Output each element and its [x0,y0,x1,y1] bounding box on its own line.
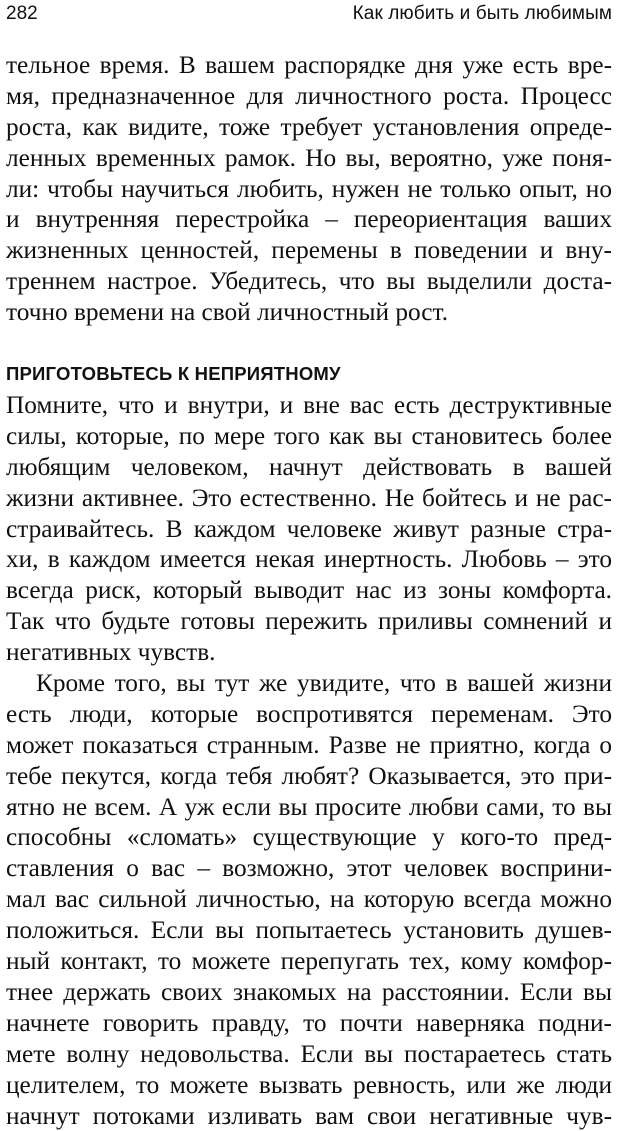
paragraph [6,668,612,1131]
text-line: мя, предназначенное для личностного роста. Процесс [6,81,612,112]
text-line: ставления о вас – возможно, этот человек восприни- [6,853,612,884]
text-line: тнее держать своих знакомых на расстоянии. Если вы [6,977,612,1008]
text-line: мете волну недовольства. Если вы постараетесь стать [6,1039,612,1070]
text-line: начнете говорить правду, то почти наверняка подни- [6,1008,612,1039]
text-line: любящим человеком, начнут действовать в вашей [6,452,612,483]
page-number: 282 [6,0,38,28]
text-line: жизненных ценностей, перемены в поведении и вну- [6,235,612,266]
text-line: ленных временных рамок. Но вы, вероятно, уже поня- [6,143,612,174]
text-line: силы, которые, по мере того как вы становитесь более [6,421,612,452]
paragraph-continuation [6,50,612,328]
text-line: ли: чтобы научиться любить, нужен не только опыт, но [6,174,612,205]
text-line: ный контакт, то можете перепугать тех, кому комфор- [6,946,612,977]
text-line: Так что будьте готовы пережить приливы сомнений и [6,606,612,637]
paragraph [6,390,612,668]
text-line: и внутренняя перестройка – переориентация ваших [6,204,612,235]
text-line: страивайтесь. В каждом человеке живут разные стра- [6,514,612,545]
text-line: жизни активнее. Это естественно. Не бойтесь и не рас- [6,483,612,514]
text-line: треннем настрое. Убедитесь, что вы выделили доста- [6,266,612,297]
text-line: тебе пекутся, когда тебя любят? Оказывается, это при- [6,761,612,792]
text-line: положиться. Если вы попытаетесь установить душев- [6,915,612,946]
text-line: Помните, что и внутри, и вне вас есть деструктивные [6,390,612,421]
text-line: может показаться странным. Разве не приятно, когда о [6,730,612,761]
text-line: мал вас сильной личностью, на которую всегда можно [6,884,612,915]
text-line: роста, как видите, тоже требует установления опреде- [6,112,612,143]
text-line: негативных чувств. [6,637,612,668]
running-header [6,0,612,36]
running-title: Как любить и быть любимым [353,0,612,28]
section-spacer [6,328,612,358]
text-line: тельное время. В вашем распорядке дня уже есть вре- [6,50,612,81]
text-line: ятно не всем. А уж если вы просите любви сами, то вы [6,792,612,823]
text-line: всегда риск, который выводит нас из зоны комфорта. [6,575,612,606]
text-line: способны «сломать» существующие у кого-то пред- [6,822,612,853]
page-body [6,50,612,1131]
section-heading: ПРИГОТОВЬТЕСЬ К НЕПРИЯТНОМУ [6,358,612,390]
text-line: точно времени на свой личностный рост. [6,297,612,328]
text-line: начнут потоками изливать вам свои негативные чув- [6,1101,612,1131]
text-line: хи, в каждом имеется некая инертность. Любовь – это [6,544,612,575]
text-line: Кроме того, вы тут же увидите, что в вашей жизни [6,668,612,699]
text-line: целителем, то можете вызвать ревность, или же люди [6,1070,612,1101]
text-line: есть люди, которые воспротивятся переменам. Это [6,699,612,730]
